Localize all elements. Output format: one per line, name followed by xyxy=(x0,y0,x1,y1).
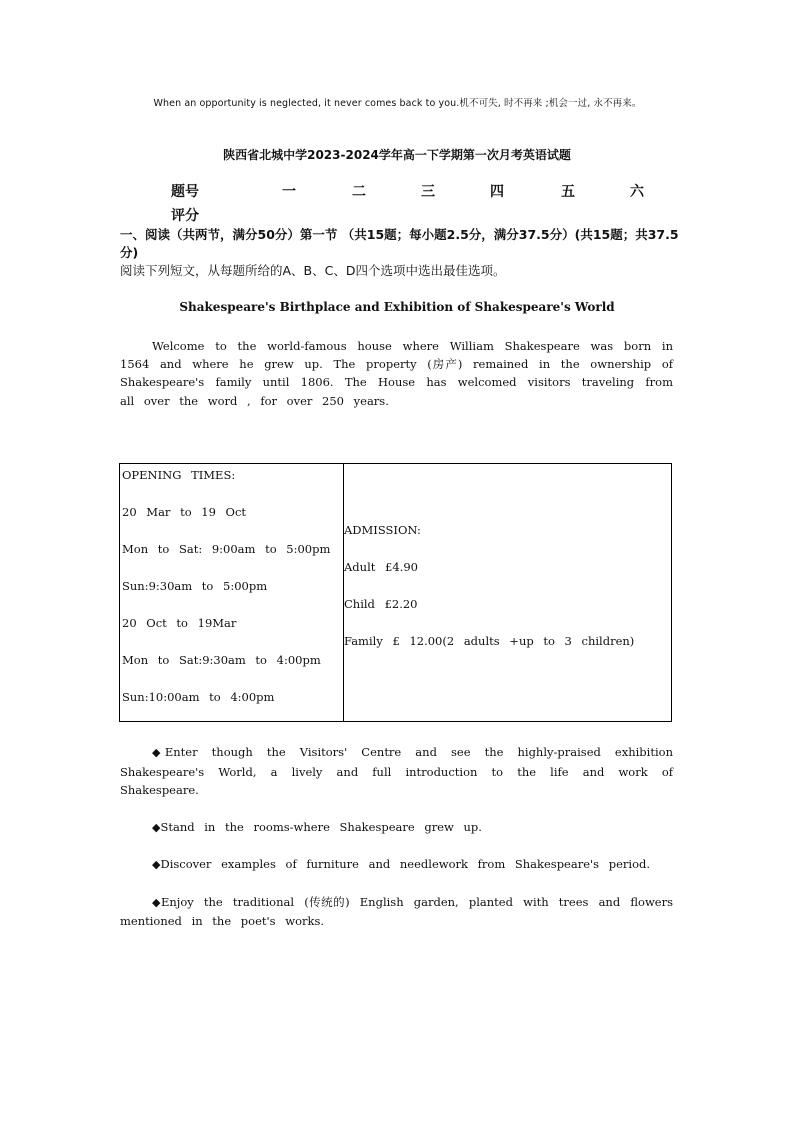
list-item xyxy=(120,855,673,875)
list-item-text: Enjoy the traditional (传统的) English garden, planted with trees and flowers mentioned in the poet's works. xyxy=(120,894,673,928)
admission-cell xyxy=(344,521,670,651)
opening-times-line: Sun:10:00am to 4:00pm xyxy=(122,690,275,704)
list-item xyxy=(120,743,673,800)
intro-paragraph: Welcome to the world-famous house where William Shakespeare was born in 1564 and where he grew up. The property (房产) remained in the ownership of Shakespeare's family until 1806. The House has welcomed visitors traveling from all over the word , for over 250 years. xyxy=(120,339,673,408)
score-col-5: 五 xyxy=(561,184,575,200)
opening-times-line: Mon to Sat:9:30am to 4:00pm xyxy=(122,653,321,667)
list-item-text: Discover examples of furniture and needlework from Shakespeare's period. xyxy=(160,857,651,871)
passage-title: Shakespeare's Birthplace and Exhibition of Shakespeare's World xyxy=(179,300,615,314)
score-col-4: 四 xyxy=(490,184,504,200)
score-col-2: 二 xyxy=(352,184,366,200)
list-item xyxy=(120,893,673,931)
opening-times-line: 20 Oct to 19Mar xyxy=(122,616,237,630)
opening-times-cell xyxy=(122,466,340,707)
admission-line: Adult £4.90 xyxy=(344,560,418,574)
admission-line: Family £ 12.00(2 adults +up to 3 children) xyxy=(344,634,635,648)
info-table xyxy=(119,463,672,722)
exam-title: 陕西省北城中学2023-2024学年高一下学期第一次月考英语试题 xyxy=(223,148,571,162)
diamond-bullet-icon: ◆ xyxy=(152,746,165,759)
list-item-text: Stand in the rooms-where Shakespeare grew up. xyxy=(160,819,482,834)
score-label: 评分 xyxy=(171,208,199,224)
section-instruction: 阅读下列短文，从每题所给的A、B、C、D四个选项中选出最佳选项。 xyxy=(120,263,506,278)
opening-times-line: 20 Mar to 19 Oct xyxy=(122,505,247,519)
list-item-text: Enter though the Visitors' Centre and see the highly-praised exhibition Shakespeare's World, a lively and full introduction to the life and work of Shakespeare. xyxy=(120,745,673,797)
diamond-bullet-icon: ◆ xyxy=(152,820,161,834)
score-col-3: 三 xyxy=(421,184,435,200)
score-table-row-header: 题号 xyxy=(171,184,199,200)
list-item xyxy=(120,818,673,838)
diamond-bullet-icon: ◆ xyxy=(152,895,161,909)
admission-line: Child £2.20 xyxy=(344,597,418,611)
opening-times-line: Mon to Sat: 9:00am to 5:00pm xyxy=(122,542,331,556)
passage-intro xyxy=(120,337,673,410)
section-heading: 一、阅读（共两节，满分50分）第一节 （共15题；每小题2.5分，满分37.5分）(共15题；共37.5分) xyxy=(120,227,679,260)
opening-times-line: Sun:9:30am to 5:00pm xyxy=(122,579,268,593)
diamond-bullet-icon: ◆ xyxy=(152,858,161,871)
score-col-1: 一 xyxy=(282,184,296,200)
motto: When an opportunity is neglected, it never comes back to you.机不可失, 时不再来 ;机会一过, 永不再来。 xyxy=(153,98,642,109)
opening-times-heading: OPENING TIMES: xyxy=(122,468,236,482)
feature-list xyxy=(120,743,673,949)
admission-heading: ADMISSION: xyxy=(344,523,421,537)
score-col-6: 六 xyxy=(630,184,644,200)
